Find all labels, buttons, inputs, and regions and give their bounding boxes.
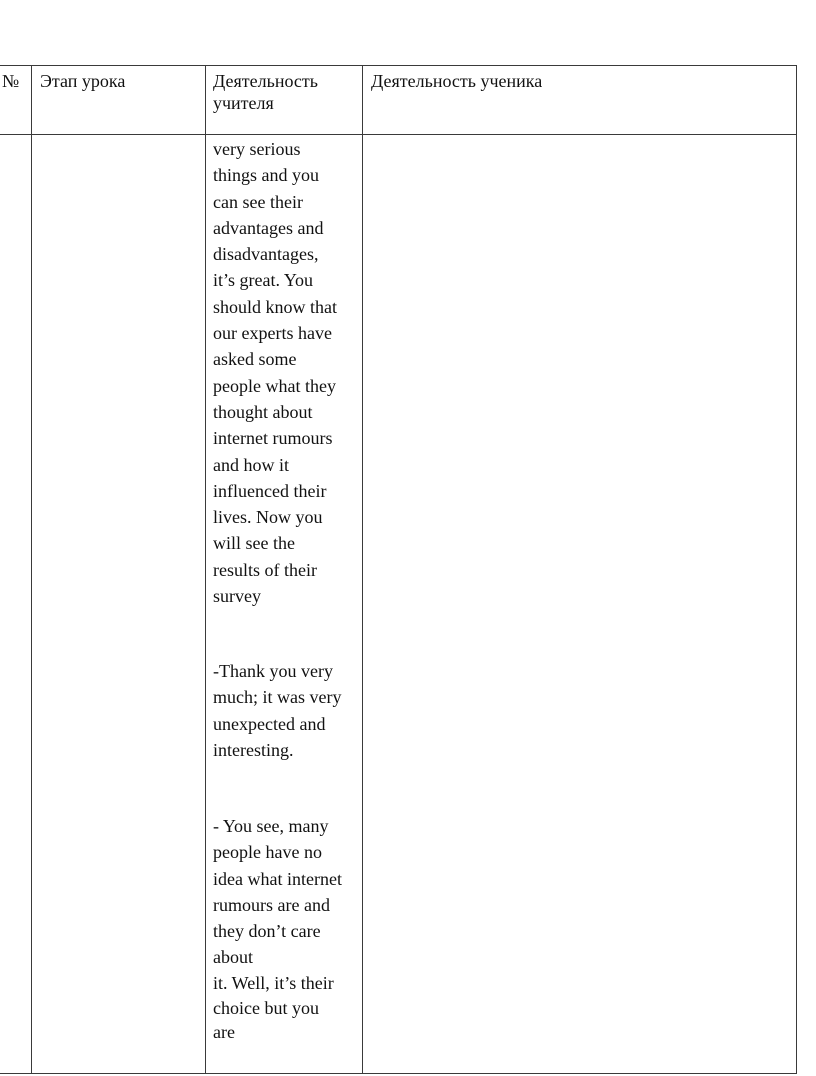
text-line: are xyxy=(213,1022,235,1042)
text-line: people have no xyxy=(213,842,322,863)
teacher-text-paragraph-1 xyxy=(213,136,337,609)
text-line: should know that xyxy=(213,296,337,317)
column-divider-3 xyxy=(362,65,363,1074)
table-right-border xyxy=(796,65,797,1074)
text-line: advantages and xyxy=(213,217,324,238)
text-line: thought about xyxy=(213,401,313,422)
text-line: can see their xyxy=(213,191,303,212)
header-student-activity: Деятельность ученика xyxy=(371,71,543,91)
text-line: they don’t care xyxy=(213,921,321,942)
text-line: will see the xyxy=(213,533,295,554)
column-divider-2 xyxy=(205,65,206,1074)
text-line: - You see, many xyxy=(213,816,329,836)
teacher-text-paragraph-4 xyxy=(213,971,334,1045)
column-divider-1 xyxy=(31,65,32,1074)
text-line: survey xyxy=(213,586,261,607)
header-teacher-activity-line2: учителя xyxy=(213,93,274,113)
text-line: things and you xyxy=(213,165,319,186)
teacher-text-paragraph-2 xyxy=(213,658,341,763)
text-line: rumours are and xyxy=(213,894,330,915)
table-top-border xyxy=(0,65,797,66)
text-line: unexpected and xyxy=(213,713,326,734)
text-line: results of their xyxy=(213,559,317,580)
text-line: idea what internet xyxy=(213,868,342,889)
text-line: internet rumours xyxy=(213,428,333,449)
header-number: № xyxy=(2,71,20,91)
text-line: very serious xyxy=(213,139,301,159)
text-line: and how it xyxy=(213,454,289,475)
text-line: interesting. xyxy=(213,739,294,760)
text-line: disadvantages, xyxy=(213,244,319,265)
text-line: about xyxy=(213,947,253,968)
teacher-text-paragraph-3 xyxy=(213,813,342,971)
header-teacher-activity-line1: Деятельность xyxy=(213,71,318,91)
header-lesson-stage: Этап урока xyxy=(40,71,126,91)
text-line: it. Well, it’s their xyxy=(213,973,334,993)
text-line: people what they xyxy=(213,375,336,396)
text-line: our experts have xyxy=(213,323,332,344)
text-line: much; it was very xyxy=(213,687,342,708)
text-line: -Thank you very xyxy=(213,661,333,681)
text-line: influenced their xyxy=(213,480,327,501)
text-line: choice but you xyxy=(213,997,319,1018)
header-bottom-border xyxy=(0,134,797,135)
text-line: lives. Now you xyxy=(213,507,323,528)
table-bottom-border xyxy=(0,1073,797,1074)
text-line: asked some xyxy=(213,349,297,370)
text-line: it’s great. You xyxy=(213,270,314,291)
